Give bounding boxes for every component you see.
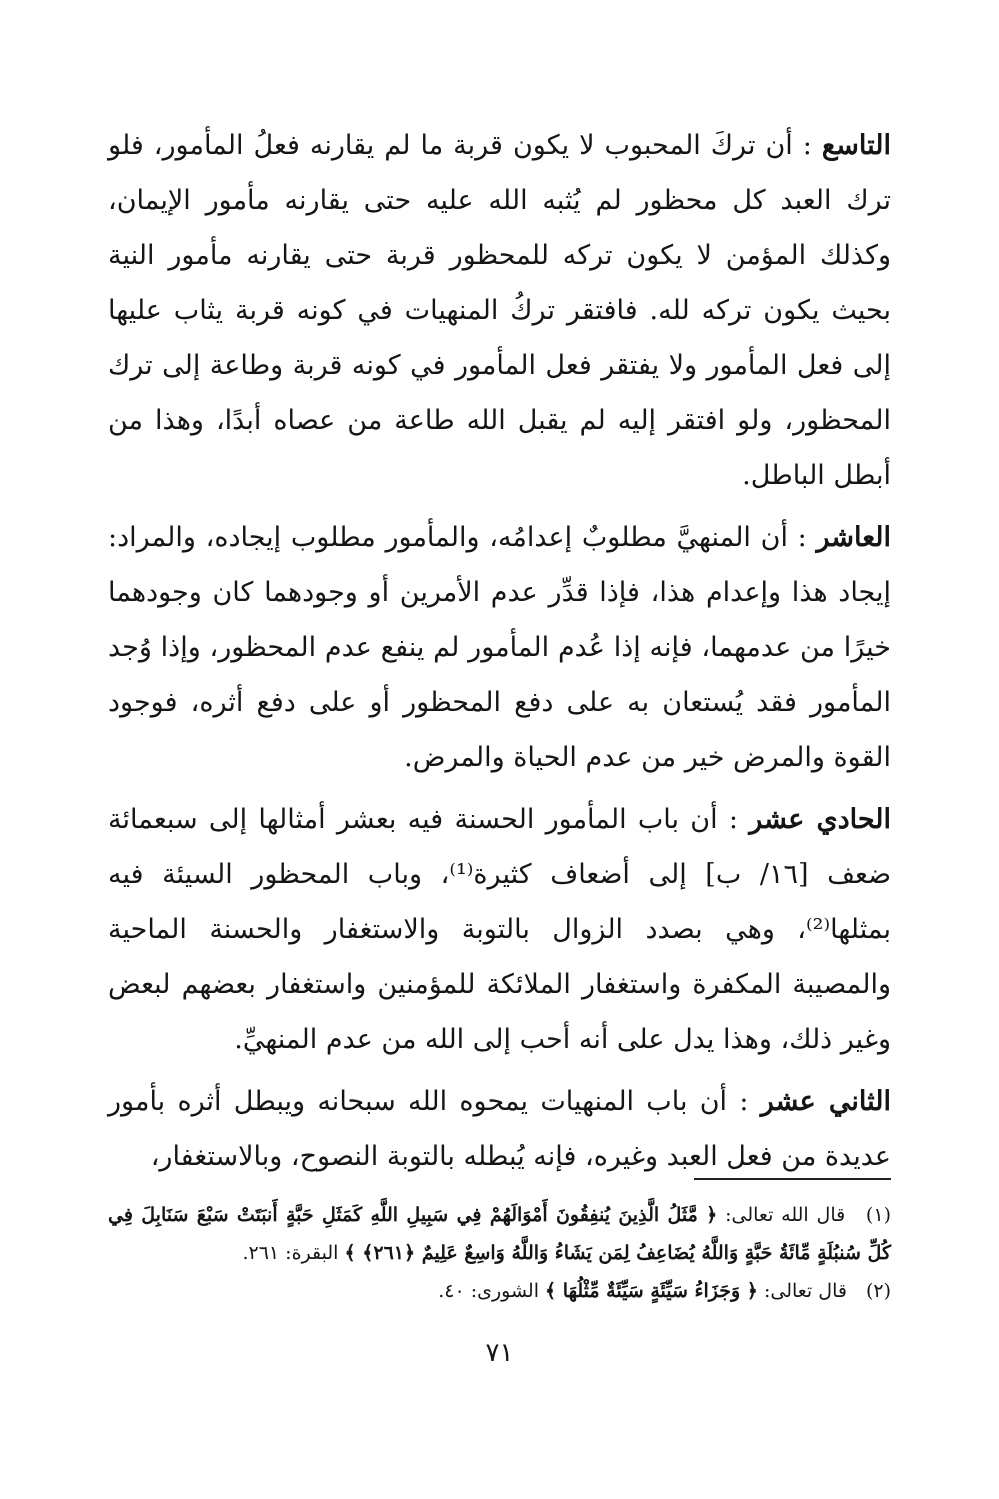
paragraph-twelfth (108, 1074, 891, 1184)
quran-verse: ﴿ مَّثَلُ الَّذِينَ يُنفِقُونَ أَمْوَالَهُمْ فِي سَبِيلِ اللَّهِ كَمَثَلِ حَبَّةٍ أَنبَتَتْ سَبْعَ سَنَابِلَ فِي كُلِّ سُنبُلَةٍ مِّائَةُ حَبَّةٍ وَاللَّهُ يُضَاعِفُ لِمَن يَشَاءُ وَاللَّهُ وَاسِعٌ عَلِيمٌ ﴿٢٦١﴾ ﴾ (108, 1204, 891, 1264)
verse-source: البقرة: ٢٦١. (242, 1242, 339, 1264)
page-number: ٧١ (485, 1338, 514, 1368)
paragraph-text: : أن المنهيَّ مطلوبٌ إعدامُه، والمأمور مطلوب إيجاده، والمراد: إيجاد هذا وإعدام هذا، فإذا قدِّر عدم الأمرين أو وجودهما كان وجودهما خيرًا من عدمهما، فإنه إذا عُدم المأمور لم ينفع عدم المحظور، وإذا وُجد المأمور فقد يُستعان به على دفع المحظور أو على دفع أثره، فوجود القوة والمرض خير من عدم الحياة والمرض. (108, 522, 891, 773)
footnote-number: (٢) (865, 1280, 891, 1302)
footnote-2 (108, 1272, 891, 1310)
footnote-intro: قال تعالى: (763, 1280, 847, 1302)
paragraph-tenth (108, 510, 891, 785)
footnote-number: (١) (865, 1204, 891, 1226)
quran-verse: ﴿ وَجَزَاءُ سَيِّئَةٍ سَيِّئَةٌ مِّثْلُهَا ﴾ (545, 1280, 758, 1302)
verse-source: الشورى: ٤٠. (438, 1280, 539, 1302)
footnote-1 (108, 1196, 891, 1272)
paragraph-text: : أن باب المأمور الحسنة فيه بعشر أمثالها إلى سبعمائة ضعف [١٦/ ب] إلى أضعاف كثيرة⁽¹⁾، وباب المحظور السيئة فيه بمثلها⁽²⁾، وهي بصدد الزوال بالتوبة والاستغفار والحسنة الماحية والمصيبة المكفرة واستغفار الملائكة للمؤمنين واستغفار بعضهم لبعض وغير ذلك، وهذا يدل على أنه أحب إلى الله من عدم المنهيِّ. (108, 804, 891, 1055)
paragraph-text: : أن تركَ المحبوب لا يكون قربة ما لم يقارنه فعلُ المأمور، فلو ترك العبد كل محظور لم يُثبه الله عليه حتى يقارنه مأمور الإيمان، وكذلك المؤمن لا يكون تركه للمحظور قربة حتى يقارنه مأمور النية بحيث يكون تركه لله. فافتقر تركُ المنهيات في كونه قربة يثاب عليها إلى فعل المأمور ولا يفتقر فعل المأمور في كونه قربة وطاعة إلى ترك المحظور، ولو افتقر إليه لم يقبل الله طاعة من عصاه أبدًا، وهذا من أبطل الباطل. (108, 130, 891, 491)
paragraph-heading: الحادي عشر (749, 804, 891, 835)
footnote-intro: قال الله تعالى: (725, 1204, 846, 1226)
footnotes (108, 1196, 891, 1310)
paragraph-text: : أن باب المنهيات يمحوه الله سبحانه ويبطل أثره بأمور عديدة من فعل العبد وغيره، فإنه يُبطله بالتوبة النصوح، وبالاستغفار، (108, 1086, 891, 1172)
footnote-divider (694, 1178, 891, 1180)
main-text (108, 118, 891, 1191)
paragraph-eleventh (108, 792, 891, 1067)
paragraph-ninth (108, 118, 891, 503)
paragraph-heading: التاسع (821, 130, 891, 161)
paragraph-heading: الثاني عشر (760, 1086, 891, 1117)
paragraph-heading: العاشر (816, 522, 891, 553)
